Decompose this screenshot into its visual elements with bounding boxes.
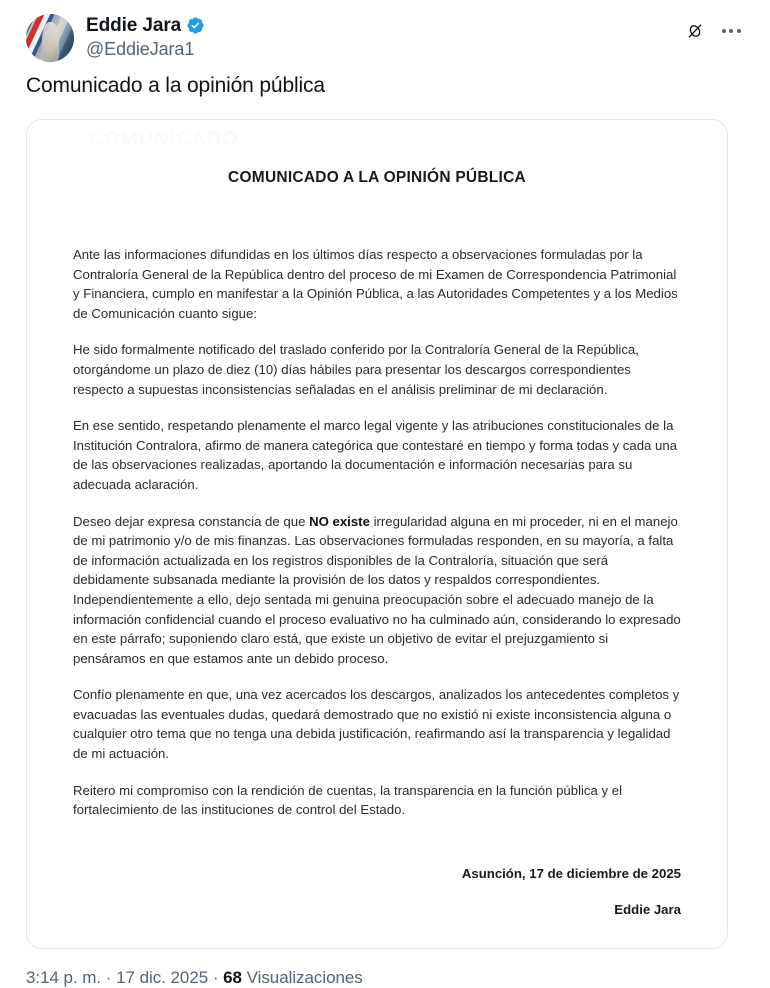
document-run: Ante las informaciones difundidas en los últimos días respecto a observaciones formuladas por la Contraloría General de la República dentro del proceso de mi Examen de Correspondencia Patrimonial y Financiera, cumplo en manifestar a la Opinión Pública, a las Autoridades Competentes y a los Medios de Comunicación cuanto sigue:: [73, 247, 678, 321]
views-count: 68: [223, 967, 242, 987]
document-signer-name: Eddie Jara: [614, 901, 681, 917]
display-name-row[interactable]: [86, 15, 205, 36]
document-signature-block: [73, 864, 681, 920]
more-options-icon[interactable]: [720, 20, 742, 42]
slashed-circle-icon[interactable]: [684, 20, 706, 42]
document-watermark: COMUNICADO: [89, 128, 239, 150]
document-paragraph: [73, 245, 681, 323]
more-dots: [722, 29, 741, 33]
document-title: COMUNICADO A LA OPINIÓN PÚBLICA: [228, 169, 526, 186]
document-run: He sido formalmente notificado del traslado conferido por la Contraloría General de la República, otorgándome un plazo de diez (10) días hábiles para presentar los descargos correspondientes respecto a supuestas inconsistencias señaladas en el análisis preliminar de mi declaración.: [73, 342, 639, 397]
document-paragraph: [73, 685, 681, 763]
document-place-date: Asunción, 17 de diciembre de 2025: [461, 865, 681, 881]
document-image: [27, 120, 727, 948]
document-paragraph: [73, 512, 681, 669]
tweet-date: 17 dic. 2025: [116, 967, 209, 987]
document-paragraph: [73, 781, 681, 820]
avatar-image: [26, 14, 74, 62]
display-name: Eddie Jara: [86, 15, 182, 36]
document-paragraph: [73, 416, 681, 494]
verified-badge-icon: [186, 16, 205, 35]
document-run: Confío plenamente en que, una vez acercados los descargos, analizados los antecedentes completos y evacuadas las eventuales dudas, quedará demostrado que no existió ni existe inconsistencia alguna o cualquier otro tema que no tenga una debida justificación, reafirmando así la transparencia y legalidad de mi actuación.: [73, 687, 680, 762]
meta-separator: ·: [105, 967, 112, 987]
document-run: irregularidad alguna en mi proceder, ni en el manejo de mi patrimonio y/o de mis finanzas. Las observaciones formuladas responden, en su mayoría, a falta de información actualizada en los registros disponibles de la Contraloría, situación que será debidamente subsanada mediante la provisión de los datos y respaldos correspondientes. Independientemente a ello, dejo sentada mi genuina preocupación sobre el adecuado manejo de la información confidencial cuando el proceso evaluativo no ha culminado aún, considerando lo expresado en este párrafo; suponiendo claro está, que existe un objetivo de evitar el prejuzgamiento si pensáramos en que estamos ante un debido proceso.: [73, 513, 681, 666]
document-run: En ese sentido, respetando plenamente el marco legal vigente y las atribuciones constitucionales de la Institución Contralora, afirmo de manera categórica que contestaré en tiempo y forma todas y cada una de las observaciones realizadas, aportando la documentación e información necesarias para su adecuada aclaración.: [73, 418, 678, 492]
meta-separator: ·: [212, 967, 219, 987]
document-body: [73, 245, 681, 820]
document-emphasis: NO existe: [309, 513, 370, 529]
document-paragraph: [73, 340, 681, 399]
header-actions: [684, 14, 756, 42]
dot: [737, 29, 741, 33]
account-handle[interactable]: @EddieJara1: [86, 39, 195, 59]
document-run: Deseo dejar expresa constancia de que: [73, 513, 310, 529]
account-name-block: [86, 14, 205, 60]
document-run: Reitero mi compromiso con la rendición de cuentas, la transparencia en la función pública y el fortalecimiento de las instituciones de control del Estado.: [73, 782, 623, 818]
tweet-time: 3:14 p. m.: [26, 967, 102, 987]
dot: [729, 29, 733, 33]
dot: [722, 29, 726, 33]
avatar[interactable]: [26, 14, 74, 62]
tweet-media-card[interactable]: [26, 119, 728, 949]
views-label: Visualizaciones: [246, 967, 363, 987]
tweet-text: Comunicado a la opinión pública: [26, 74, 325, 97]
tweet-metadata: [0, 949, 770, 988]
tweet-header: [0, 0, 770, 59]
